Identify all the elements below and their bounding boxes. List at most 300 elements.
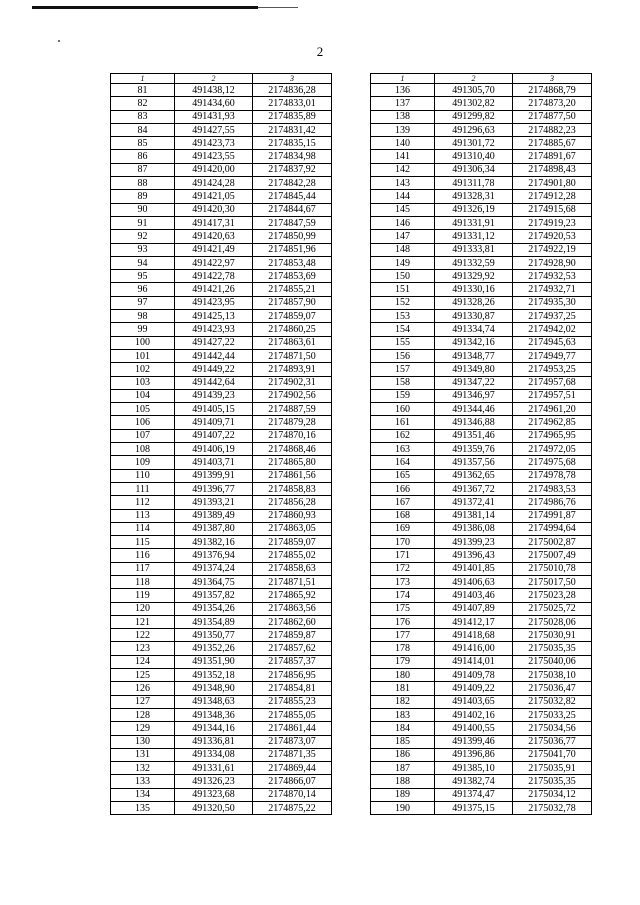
cell-y-coordinate: 2174860,25 [253, 323, 332, 336]
table-row [371, 562, 592, 575]
cell-y-coordinate: 2175036,77 [513, 735, 592, 748]
cell-point-number: 102 [111, 363, 175, 376]
cell-x-coordinate: 491449,22 [175, 363, 253, 376]
cell-y-coordinate: 2175034,12 [513, 788, 592, 801]
table-row [111, 788, 332, 801]
table-row [111, 296, 332, 309]
cell-x-coordinate: 491422,78 [175, 270, 253, 283]
column-header-point: 1 [371, 74, 435, 84]
table-row [371, 456, 592, 469]
cell-point-number: 158 [371, 376, 435, 389]
table-row [111, 203, 332, 216]
column-header-y: 3 [513, 74, 592, 84]
cell-point-number: 174 [371, 589, 435, 602]
table-row [371, 629, 592, 642]
cell-x-coordinate: 491323,68 [175, 788, 253, 801]
table-row [111, 536, 332, 549]
cell-y-coordinate: 2174844,67 [253, 203, 332, 216]
cell-x-coordinate: 491342,16 [435, 336, 513, 349]
cell-y-coordinate: 2174873,07 [253, 735, 332, 748]
cell-point-number: 98 [111, 310, 175, 323]
cell-y-coordinate: 2174860,93 [253, 509, 332, 522]
table-row [111, 137, 332, 150]
table-row [111, 443, 332, 456]
cell-x-coordinate: 491330,87 [435, 310, 513, 323]
cell-y-coordinate: 2174857,37 [253, 655, 332, 668]
cell-point-number: 135 [111, 802, 175, 815]
table-row [111, 602, 332, 615]
cell-point-number: 177 [371, 629, 435, 642]
table-row [371, 482, 592, 495]
cell-point-number: 134 [111, 788, 175, 801]
table-row [111, 708, 332, 721]
cell-y-coordinate: 2174942,02 [513, 323, 592, 336]
cell-x-coordinate: 491421,49 [175, 243, 253, 256]
table-row [371, 642, 592, 655]
table-row [371, 177, 592, 190]
table-row [371, 669, 592, 682]
table-row [371, 695, 592, 708]
cell-point-number: 128 [111, 708, 175, 721]
cell-point-number: 119 [111, 589, 175, 602]
cell-point-number: 144 [371, 190, 435, 203]
scan-speck [58, 40, 60, 42]
cell-y-coordinate: 2174882,23 [513, 123, 592, 136]
cell-y-coordinate: 2174847,59 [253, 216, 332, 229]
column-header-x: 2 [435, 74, 513, 84]
cell-point-number: 156 [371, 349, 435, 362]
table-row [371, 190, 592, 203]
cell-x-coordinate: 491401,85 [435, 562, 513, 575]
column-header-point: 1 [111, 74, 175, 84]
cell-y-coordinate: 2174957,68 [513, 376, 592, 389]
cell-point-number: 151 [371, 283, 435, 296]
table-row [111, 163, 332, 176]
table-row [111, 735, 332, 748]
table-row [371, 389, 592, 402]
cell-x-coordinate: 491357,56 [435, 456, 513, 469]
cell-x-coordinate: 491399,23 [435, 536, 513, 549]
table-row [111, 416, 332, 429]
top-rule-tail [258, 7, 298, 8]
cell-point-number: 91 [111, 216, 175, 229]
cell-point-number: 124 [111, 655, 175, 668]
cell-x-coordinate: 491396,86 [435, 748, 513, 761]
table-row [111, 775, 332, 788]
cell-point-number: 140 [371, 137, 435, 150]
cell-y-coordinate: 2175025,72 [513, 602, 592, 615]
cell-x-coordinate: 491348,63 [175, 695, 253, 708]
table-row [111, 456, 332, 469]
cell-point-number: 163 [371, 443, 435, 456]
cell-point-number: 161 [371, 416, 435, 429]
cell-x-coordinate: 491412,17 [435, 615, 513, 628]
cell-point-number: 166 [371, 482, 435, 495]
cell-point-number: 165 [371, 469, 435, 482]
cell-point-number: 103 [111, 376, 175, 389]
cell-x-coordinate: 491302,82 [435, 97, 513, 110]
table-row [371, 802, 592, 815]
table-row [371, 123, 592, 136]
cell-y-coordinate: 2174957,51 [513, 389, 592, 402]
cell-point-number: 150 [371, 270, 435, 283]
table-row [371, 722, 592, 735]
cell-x-coordinate: 491299,82 [435, 110, 513, 123]
cell-point-number: 82 [111, 97, 175, 110]
cell-x-coordinate: 491402,16 [435, 708, 513, 721]
cell-x-coordinate: 491374,24 [175, 562, 253, 575]
cell-x-coordinate: 491399,46 [435, 735, 513, 748]
table-row [111, 389, 332, 402]
table-row [371, 509, 592, 522]
cell-x-coordinate: 491409,71 [175, 416, 253, 429]
cell-x-coordinate: 491381,14 [435, 509, 513, 522]
cell-x-coordinate: 491385,10 [435, 762, 513, 775]
table-header-row [371, 74, 592, 84]
cell-y-coordinate: 2174856,28 [253, 496, 332, 509]
cell-y-coordinate: 2174859,07 [253, 536, 332, 549]
table-row [371, 416, 592, 429]
table-row [111, 97, 332, 110]
cell-x-coordinate: 491336,81 [175, 735, 253, 748]
cell-y-coordinate: 2175038,10 [513, 669, 592, 682]
cell-y-coordinate: 2174859,87 [253, 629, 332, 642]
cell-y-coordinate: 2174869,44 [253, 762, 332, 775]
table-row [111, 376, 332, 389]
cell-x-coordinate: 491296,63 [435, 123, 513, 136]
cell-y-coordinate: 2174885,67 [513, 137, 592, 150]
cell-x-coordinate: 491421,26 [175, 283, 253, 296]
cell-point-number: 182 [371, 695, 435, 708]
cell-point-number: 145 [371, 203, 435, 216]
cell-x-coordinate: 491348,77 [435, 349, 513, 362]
cell-y-coordinate: 2174932,53 [513, 270, 592, 283]
cell-x-coordinate: 491326,23 [175, 775, 253, 788]
cell-point-number: 83 [111, 110, 175, 123]
cell-x-coordinate: 491442,64 [175, 376, 253, 389]
cell-x-coordinate: 491329,92 [435, 270, 513, 283]
table-row [111, 762, 332, 775]
table-row [371, 97, 592, 110]
cell-y-coordinate: 2174870,16 [253, 429, 332, 442]
cell-x-coordinate: 491350,77 [175, 629, 253, 642]
table-row [371, 589, 592, 602]
cell-y-coordinate: 2175030,91 [513, 629, 592, 642]
cell-y-coordinate: 2174866,07 [253, 775, 332, 788]
cell-y-coordinate: 2174937,25 [513, 310, 592, 323]
cell-point-number: 139 [371, 123, 435, 136]
cell-x-coordinate: 491396,43 [435, 549, 513, 562]
cell-x-coordinate: 491403,71 [175, 456, 253, 469]
cell-x-coordinate: 491306,34 [435, 163, 513, 176]
table-row [371, 655, 592, 668]
table-row [111, 722, 332, 735]
cell-y-coordinate: 2174842,28 [253, 177, 332, 190]
cell-point-number: 175 [371, 602, 435, 615]
cell-point-number: 159 [371, 389, 435, 402]
cell-point-number: 173 [371, 575, 435, 588]
cell-y-coordinate: 2174836,28 [253, 84, 332, 97]
cell-x-coordinate: 491359,76 [435, 443, 513, 456]
table-row [111, 243, 332, 256]
table-row [111, 695, 332, 708]
cell-x-coordinate: 491344,16 [175, 722, 253, 735]
cell-y-coordinate: 2174868,79 [513, 84, 592, 97]
cell-point-number: 93 [111, 243, 175, 256]
cell-point-number: 90 [111, 203, 175, 216]
table-row [111, 642, 332, 655]
cell-x-coordinate: 491409,22 [435, 682, 513, 695]
cell-y-coordinate: 2175033,25 [513, 708, 592, 721]
cell-y-coordinate: 2174902,31 [253, 376, 332, 389]
table-row [111, 469, 332, 482]
cell-x-coordinate: 491332,59 [435, 256, 513, 269]
table-row [371, 443, 592, 456]
cell-point-number: 169 [371, 522, 435, 535]
column-header-y: 3 [253, 74, 332, 84]
cell-y-coordinate: 2174854,81 [253, 682, 332, 695]
table-row [111, 270, 332, 283]
table-row [371, 216, 592, 229]
cell-y-coordinate: 2174853,69 [253, 270, 332, 283]
cell-point-number: 104 [111, 389, 175, 402]
cell-point-number: 120 [111, 602, 175, 615]
cell-y-coordinate: 2174887,59 [253, 403, 332, 416]
table-row [371, 575, 592, 588]
cell-x-coordinate: 491331,61 [175, 762, 253, 775]
cell-x-coordinate: 491406,63 [435, 575, 513, 588]
coordinates-table-left [110, 73, 332, 815]
table-row [371, 84, 592, 97]
table-row [371, 615, 592, 628]
cell-y-coordinate: 2174858,83 [253, 482, 332, 495]
cell-x-coordinate: 491409,78 [435, 669, 513, 682]
cell-point-number: 92 [111, 230, 175, 243]
cell-y-coordinate: 2174902,56 [253, 389, 332, 402]
cell-point-number: 171 [371, 549, 435, 562]
cell-y-coordinate: 2175002,87 [513, 536, 592, 549]
cell-point-number: 116 [111, 549, 175, 562]
cell-y-coordinate: 2174898,43 [513, 163, 592, 176]
cell-y-coordinate: 2174972,05 [513, 443, 592, 456]
cell-point-number: 127 [111, 695, 175, 708]
cell-y-coordinate: 2174868,46 [253, 443, 332, 456]
table-row [371, 496, 592, 509]
cell-point-number: 99 [111, 323, 175, 336]
cell-point-number: 110 [111, 469, 175, 482]
table-row [111, 562, 332, 575]
cell-point-number: 101 [111, 349, 175, 362]
cell-point-number: 96 [111, 283, 175, 296]
cell-x-coordinate: 491427,22 [175, 336, 253, 349]
cell-x-coordinate: 491400,55 [435, 722, 513, 735]
table-row [371, 708, 592, 721]
cell-point-number: 108 [111, 443, 175, 456]
cell-point-number: 183 [371, 708, 435, 721]
cell-x-coordinate: 491425,13 [175, 310, 253, 323]
cell-x-coordinate: 491421,05 [175, 190, 253, 203]
cell-y-coordinate: 2174855,21 [253, 283, 332, 296]
cell-point-number: 178 [371, 642, 435, 655]
cell-y-coordinate: 2174983,53 [513, 482, 592, 495]
cell-point-number: 186 [371, 748, 435, 761]
cell-x-coordinate: 491393,21 [175, 496, 253, 509]
table-row [111, 84, 332, 97]
table-row [371, 522, 592, 535]
cell-y-coordinate: 2175010,78 [513, 562, 592, 575]
cell-x-coordinate: 491311,78 [435, 177, 513, 190]
cell-x-coordinate: 491382,74 [435, 775, 513, 788]
cell-x-coordinate: 491354,26 [175, 602, 253, 615]
table-row [371, 230, 592, 243]
cell-point-number: 155 [371, 336, 435, 349]
cell-point-number: 84 [111, 123, 175, 136]
cell-point-number: 164 [371, 456, 435, 469]
cell-x-coordinate: 491334,08 [175, 748, 253, 761]
table-row [371, 363, 592, 376]
table-row [111, 549, 332, 562]
cell-y-coordinate: 2174861,56 [253, 469, 332, 482]
cell-point-number: 112 [111, 496, 175, 509]
cell-x-coordinate: 491352,26 [175, 642, 253, 655]
cell-x-coordinate: 491416,00 [435, 642, 513, 655]
cell-y-coordinate: 2174879,28 [253, 416, 332, 429]
cell-y-coordinate: 2174994,64 [513, 522, 592, 535]
cell-point-number: 111 [111, 482, 175, 495]
cell-x-coordinate: 491372,41 [435, 496, 513, 509]
cell-x-coordinate: 491424,28 [175, 177, 253, 190]
cell-y-coordinate: 2174861,44 [253, 722, 332, 735]
cell-y-coordinate: 2174922,19 [513, 243, 592, 256]
table-row [371, 336, 592, 349]
cell-y-coordinate: 2175032,78 [513, 802, 592, 815]
table-row [111, 655, 332, 668]
cell-y-coordinate: 2174945,63 [513, 336, 592, 349]
cell-y-coordinate: 2174853,48 [253, 256, 332, 269]
cell-point-number: 168 [371, 509, 435, 522]
cell-y-coordinate: 2174949,77 [513, 349, 592, 362]
cell-point-number: 125 [111, 669, 175, 682]
cell-y-coordinate: 2174863,61 [253, 336, 332, 349]
cell-x-coordinate: 491354,89 [175, 615, 253, 628]
cell-x-coordinate: 491351,46 [435, 429, 513, 442]
table-row [111, 482, 332, 495]
cell-point-number: 131 [111, 748, 175, 761]
table-row [111, 575, 332, 588]
cell-x-coordinate: 491348,36 [175, 708, 253, 721]
cell-y-coordinate: 2175035,35 [513, 642, 592, 655]
cell-x-coordinate: 491305,70 [435, 84, 513, 97]
page-number: 2 [316, 44, 324, 59]
cell-y-coordinate: 2174873,20 [513, 97, 592, 110]
table-row [111, 310, 332, 323]
table-row [111, 283, 332, 296]
table-row [111, 190, 332, 203]
cell-y-coordinate: 2174834,98 [253, 150, 332, 163]
cell-y-coordinate: 2174915,68 [513, 203, 592, 216]
cell-y-coordinate: 2174871,50 [253, 349, 332, 362]
table-row [111, 363, 332, 376]
cell-x-coordinate: 491414,01 [435, 655, 513, 668]
table-row [371, 256, 592, 269]
cell-point-number: 107 [111, 429, 175, 442]
table-row [371, 323, 592, 336]
cell-y-coordinate: 2174835,89 [253, 110, 332, 123]
cell-y-coordinate: 2174865,80 [253, 456, 332, 469]
cell-point-number: 123 [111, 642, 175, 655]
cell-y-coordinate: 2174850,99 [253, 230, 332, 243]
cell-x-coordinate: 491349,80 [435, 363, 513, 376]
top-rule [32, 6, 258, 9]
cell-x-coordinate: 491403,46 [435, 589, 513, 602]
cell-point-number: 170 [371, 536, 435, 549]
table-row [371, 376, 592, 389]
table-row [111, 256, 332, 269]
table-row [371, 110, 592, 123]
cell-x-coordinate: 491364,75 [175, 575, 253, 588]
table-row [371, 349, 592, 362]
cell-point-number: 190 [371, 802, 435, 815]
cell-point-number: 95 [111, 270, 175, 283]
table-row [371, 243, 592, 256]
cell-y-coordinate: 2174857,62 [253, 642, 332, 655]
table-row [371, 270, 592, 283]
cell-x-coordinate: 491431,93 [175, 110, 253, 123]
table-row [111, 629, 332, 642]
cell-x-coordinate: 491406,19 [175, 443, 253, 456]
table-row [111, 403, 332, 416]
cell-y-coordinate: 2174858,63 [253, 562, 332, 575]
cell-x-coordinate: 491418,68 [435, 629, 513, 642]
cell-point-number: 105 [111, 403, 175, 416]
cell-y-coordinate: 2174928,90 [513, 256, 592, 269]
cell-point-number: 149 [371, 256, 435, 269]
cell-point-number: 162 [371, 429, 435, 442]
cell-y-coordinate: 2174891,67 [513, 150, 592, 163]
cell-point-number: 100 [111, 336, 175, 349]
cell-x-coordinate: 491403,65 [435, 695, 513, 708]
table-row [371, 403, 592, 416]
cell-x-coordinate: 491396,77 [175, 482, 253, 495]
cell-point-number: 176 [371, 615, 435, 628]
table-row [111, 509, 332, 522]
cell-y-coordinate: 2174833,01 [253, 97, 332, 110]
table-row [371, 735, 592, 748]
cell-x-coordinate: 491347,22 [435, 376, 513, 389]
cell-x-coordinate: 491310,40 [435, 150, 513, 163]
cell-point-number: 153 [371, 310, 435, 323]
cell-y-coordinate: 2174962,85 [513, 416, 592, 429]
coordinates-table-right [370, 73, 592, 815]
cell-x-coordinate: 491427,55 [175, 123, 253, 136]
cell-y-coordinate: 2174870,14 [253, 788, 332, 801]
cell-y-coordinate: 2175035,35 [513, 775, 592, 788]
cell-y-coordinate: 2174871,35 [253, 748, 332, 761]
cell-point-number: 86 [111, 150, 175, 163]
cell-x-coordinate: 491423,93 [175, 323, 253, 336]
table-row [111, 150, 332, 163]
cell-point-number: 152 [371, 296, 435, 309]
cell-point-number: 133 [111, 775, 175, 788]
cell-x-coordinate: 491334,74 [435, 323, 513, 336]
cell-point-number: 172 [371, 562, 435, 575]
cell-point-number: 141 [371, 150, 435, 163]
cell-x-coordinate: 491328,31 [435, 190, 513, 203]
table-row [111, 349, 332, 362]
cell-y-coordinate: 2175041,70 [513, 748, 592, 761]
cell-point-number: 130 [111, 735, 175, 748]
table-row [371, 163, 592, 176]
